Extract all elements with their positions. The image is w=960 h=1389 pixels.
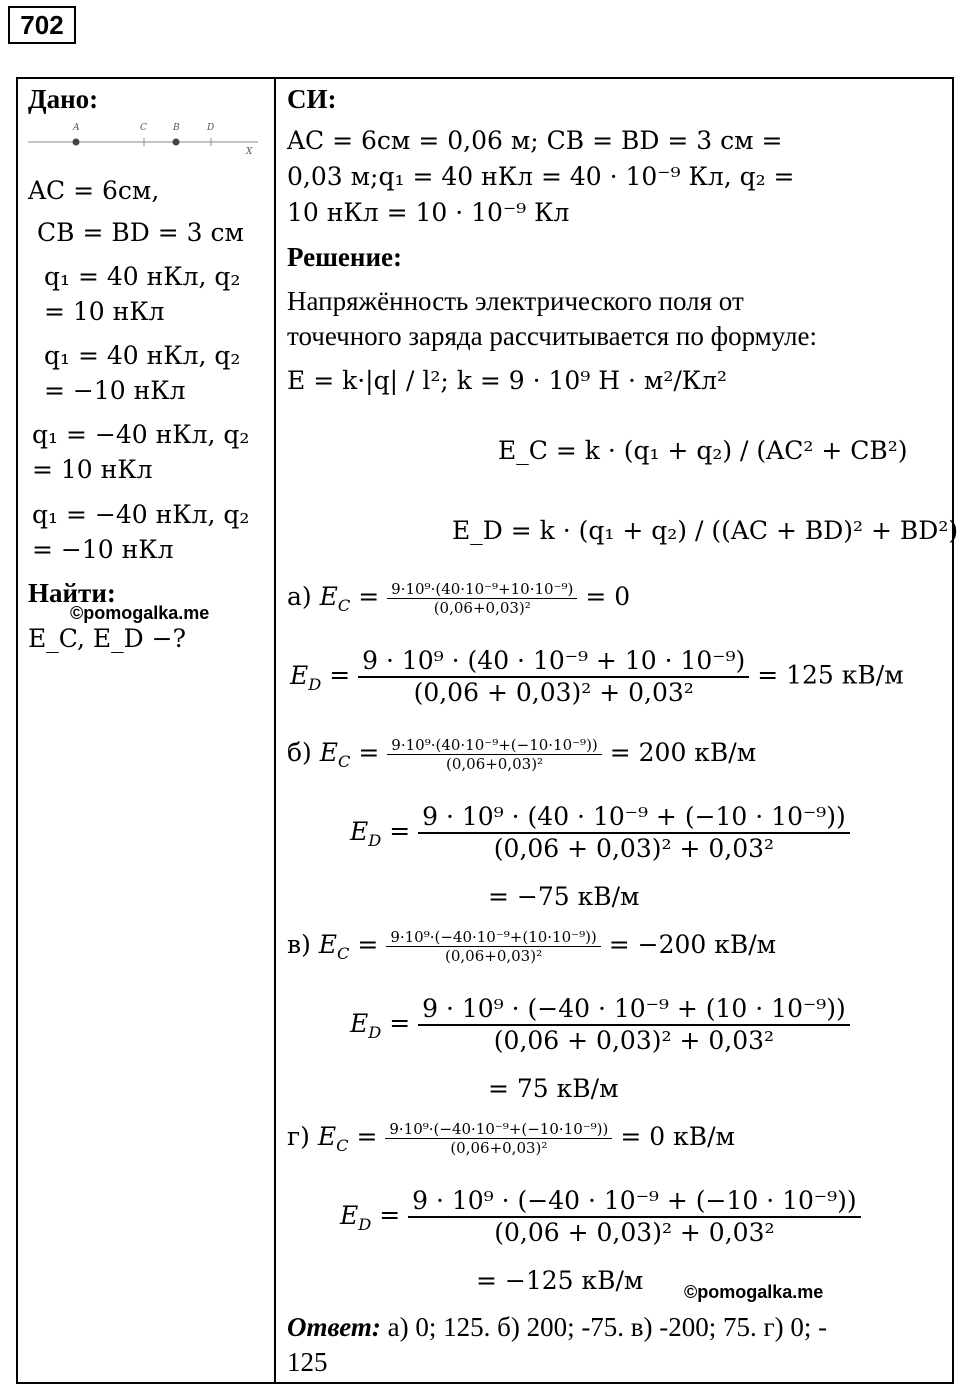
si-line-3: 10 нКл = 10 · 10⁻⁹ Кл <box>287 198 570 227</box>
formula-e: E = k·|q| / l²; k = 9 · 10⁹ Н · м²/Кл² <box>287 366 728 395</box>
label-b: B <box>173 123 180 133</box>
si-line-2: 0,03 м;q₁ = 40 нКл = 40 · 10⁻⁹ Кл, q₂ = <box>287 162 795 191</box>
column-divider <box>274 77 276 1384</box>
case-v-ec: в) $E_C$ = $\frac{\text{9·10⁹·(−40·10⁻⁹+(10·10⁻⁹))}}{\text{(0,06+0,03)²}}$ = −200 кВ/м <box>287 928 777 965</box>
case-label: а) <box>287 582 312 611</box>
case-label: в) <box>287 930 311 959</box>
label-a: A <box>73 123 80 133</box>
label-d: D <box>207 123 215 133</box>
case-b-ed: $E_D$ = $\frac{\text{9 · 10⁹ · (40 · 10⁻⁹ + (−10 · 10⁻⁹))}}{\text{(0,06 + 0,03)² + 0,03²}}$ <box>350 802 850 864</box>
label-x: X <box>246 147 253 156</box>
given-line-9: q₁ = −40 нКл, q₂ <box>32 500 250 529</box>
case-v-ed: $E_D$ = $\frac{\text{9 · 10⁹ · (−40 · 10⁻⁹ + (10 · 10⁻⁹))}}{\text{(0,06 + 0,03)² + 0,03²}}$ <box>350 994 850 1056</box>
case-v-ed-result: = 75 кВ/м <box>488 1074 619 1103</box>
given-title: Дано: <box>28 84 99 114</box>
given-line-2: CB = BD = 3 см <box>37 218 244 247</box>
case-g-ed-result: = −125 кВ/м <box>476 1266 644 1295</box>
label-c: C <box>140 123 147 133</box>
case-g-ed: $E_D$ = $\frac{\text{9 · 10⁹ · (−40 · 10⁻⁹ + (−10 · 10⁻⁹))}}{\text{(0,06 + 0,03)² + 0,03²}}$ <box>340 1186 861 1248</box>
solution-title: Решение: <box>287 242 402 272</box>
si-line-1: AC = 6см = 0,06 м; CB = BD = 3 см = <box>287 126 783 155</box>
case-label: г) <box>287 1122 310 1151</box>
problem-number: 702 <box>8 6 76 44</box>
case-a-ed: $E_D$ = $\frac{\text{9 · 10⁹ · (40 · 10⁻⁹ + 10 · 10⁻⁹)}}{\text{(0,06 + 0,03)² + 0,03²}}$ = 125 кВ/м <box>290 646 904 707</box>
intro-line-2: точечного заряда рассчитывается по формуле: <box>287 321 818 351</box>
case-b-ec: б) $E_C$ = $\frac{\text{9·10⁹·(40·10⁻⁹+(−10·10⁻⁹))}}{\text{(0,06+0,03)²}}$ = 200 кВ/м <box>287 736 757 773</box>
given-line-7: q₁ = −40 нКл, q₂ <box>32 420 250 449</box>
case-a-ec: а) $E_C$ = $\frac{\text{9·10⁹·(40·10⁻⁹+10·10⁻⁹)}}{\text{(0,06+0,03)²}}$ = 0 <box>287 580 631 617</box>
points-diagram <box>28 118 266 156</box>
case-b-ed-result: = −75 кВ/м <box>488 882 640 911</box>
answer <box>287 1312 827 1342</box>
given-line-3: q₁ = 40 нКл, q₂ <box>44 262 241 291</box>
answer-text: а) 0; 125. б) 200; -75. в) -200; 75. г) 0; - <box>387 1312 828 1342</box>
given-line-5: q₁ = 40 нКл, q₂ <box>44 341 241 370</box>
answer-tail: 125 <box>287 1347 328 1377</box>
watermark: ©pomogalka.me <box>70 603 210 623</box>
case-g-ec: г) $E_C$ = $\frac{\text{9·10⁹·(−40·10⁻⁹+(−10·10⁻⁹))}}{\text{(0,06+0,03)²}}$ = 0 кВ/м <box>287 1120 735 1157</box>
given-line-10: = −10 нКл <box>32 535 174 564</box>
given-line-6: = −10 нКл <box>44 376 186 405</box>
formula-ec: E_C = k · (q₁ + q₂) / (AC² + CB²) <box>498 436 908 465</box>
si-title: СИ: <box>287 84 337 114</box>
find-title: Найти: <box>28 578 116 608</box>
case-label: б) <box>287 738 312 767</box>
formula-ed: E_D = k · (q₁ + q₂) / ((AC + BD)² + BD²) <box>452 516 959 545</box>
given-line-8: = 10 нКл <box>32 455 153 484</box>
given-line-1: AC = 6см, <box>28 176 160 205</box>
given-line-4: = 10 нКл <box>44 297 165 326</box>
watermark: ©pomogalka.me <box>684 1282 824 1302</box>
intro-line-1: Напряжённость электрического поля от <box>287 286 744 316</box>
answer-label: Ответ: <box>287 1312 381 1342</box>
find-text: E_C, E_D −? <box>28 624 186 653</box>
